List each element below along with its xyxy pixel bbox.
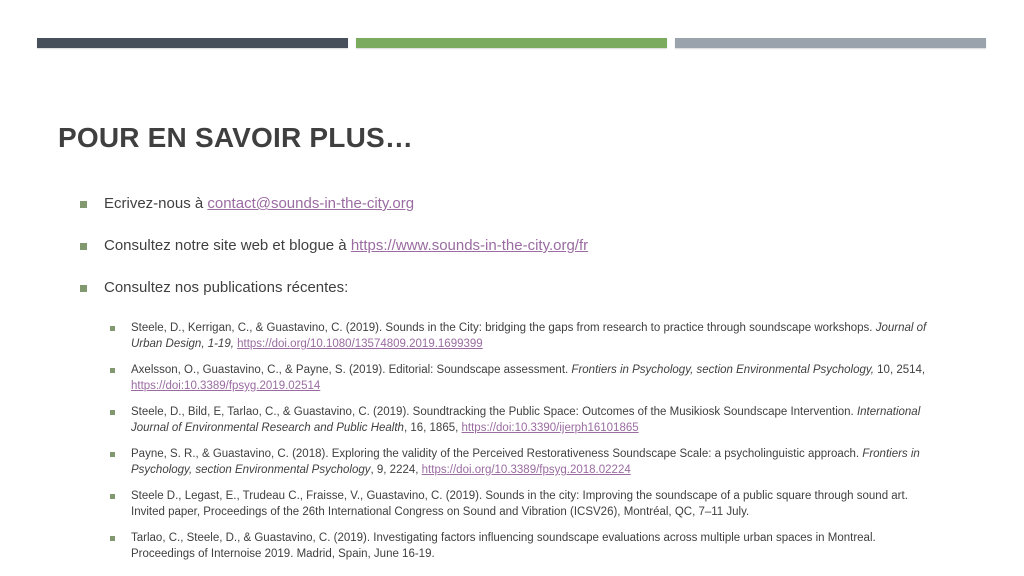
bullet-label: Ecrivez-nous à	[104, 195, 208, 212]
top-bar-green	[356, 38, 667, 48]
citation-text: Steele, D., Bild, E, Tarlao, C., & Guastavino, C. (2019). Soundtracking the Public Space: Outcomes of the Musikiosk Soundscape Intervention.	[131, 406, 857, 418]
doi-link[interactable]: https://doi.org/10.3389/fpsyg.2018.02224	[421, 464, 631, 476]
citation-journal: International Journal of Environmental Research and Public Health	[131, 406, 921, 434]
bullet-square-icon	[80, 243, 87, 250]
bullet-text	[104, 278, 348, 298]
citation-journal: Frontiers in Psychology, section Environmental Psychology	[131, 448, 920, 476]
bullet-list	[80, 194, 970, 572]
bullet-square-icon	[80, 285, 87, 292]
citation-text: 10, 2514,	[873, 364, 926, 376]
publication-citation	[131, 530, 942, 562]
bullet-item-publications	[80, 278, 970, 298]
slide-title: POUR EN SAVOIR PLUS…	[58, 122, 414, 153]
publication-citation	[131, 488, 942, 520]
bullet-square-icon	[110, 536, 115, 541]
bullet-square-icon	[110, 410, 115, 415]
top-bar-dark	[37, 38, 348, 48]
bullet-label: Consultez notre site web et blogue à	[104, 237, 351, 254]
top-bar-gray	[675, 38, 986, 48]
publication-item	[110, 320, 942, 352]
contact-email-link[interactable]: contact@sounds-in-the-city.org	[207, 195, 415, 212]
bullet-square-icon	[110, 368, 115, 373]
citation-text: Axelsson, O., Guastavino, C., & Payne, S. (2019). Editorial: Soundscape assessment.	[131, 364, 572, 376]
website-link[interactable]: https://www.sounds-in-the-city.org/fr	[350, 237, 589, 254]
doi-link[interactable]: https://doi:10.3389/fpsyg.2019.02514	[131, 380, 321, 392]
bullet-square-icon	[110, 326, 115, 331]
publication-item	[110, 530, 942, 562]
doi-link[interactable]: https://doi:10.3390/ijerph16101865	[461, 422, 639, 434]
citation-text: , 16, 1865,	[403, 422, 462, 434]
bullet-text	[104, 236, 588, 256]
publication-citation	[131, 362, 942, 394]
decorative-top-bars	[37, 38, 986, 48]
citation-text: Steele, D., Kerrigan, C., & Guastavino, C. (2019). Sounds in the City: bridging the gaps from research to practice through soundscape workshops.	[131, 322, 876, 334]
citation-journal: Journal of Urban Design, 1-19,	[131, 322, 927, 350]
bullet-text	[104, 194, 414, 214]
publication-citation	[131, 446, 942, 478]
publication-item	[110, 446, 942, 478]
bullet-item-website	[80, 236, 970, 256]
citation-journal: Frontiers in Psychology, section Environmental Psychology,	[571, 364, 874, 376]
publication-item	[110, 488, 942, 520]
publications-list	[110, 320, 970, 562]
bullet-square-icon	[110, 452, 115, 457]
citation-text: Payne, S. R., & Guastavino, C. (2018). Exploring the validity of the Perceived Restorativeness Soundscape Scale: a psycholinguistic approach.	[131, 448, 863, 460]
bullet-item-contact	[80, 194, 970, 214]
citation-text: , 9, 2224,	[370, 464, 422, 476]
publication-citation	[131, 404, 942, 436]
doi-link[interactable]: https://doi.org/10.1080/13574809.2019.1699399	[237, 338, 483, 350]
bullet-label: Consultez nos publications récentes:	[104, 279, 349, 296]
publication-item	[110, 362, 942, 394]
publication-item	[110, 404, 942, 436]
citation-text: Tarlao, C., Steele, D., & Guastavino, C. (2019). Investigating factors influencing soundscape evaluations across multiple urban spaces in Montreal. Proceedings of Internoise 2019. Madrid, Spain, June 16-19.	[131, 532, 876, 560]
publication-citation	[131, 320, 942, 352]
bullet-square-icon	[80, 201, 87, 208]
bullet-square-icon	[110, 494, 115, 499]
citation-text: Steele D., Legast, E., Trudeau C., Fraisse, V., Guastavino, C. (2019). Sounds in the city: Improving the soundscape of a public square through sound art. Invited paper, Proceedings of the 26th International Congress on Sound and Vibration (ICSV26), Montréal, QC, 7–11 July.	[131, 490, 908, 518]
